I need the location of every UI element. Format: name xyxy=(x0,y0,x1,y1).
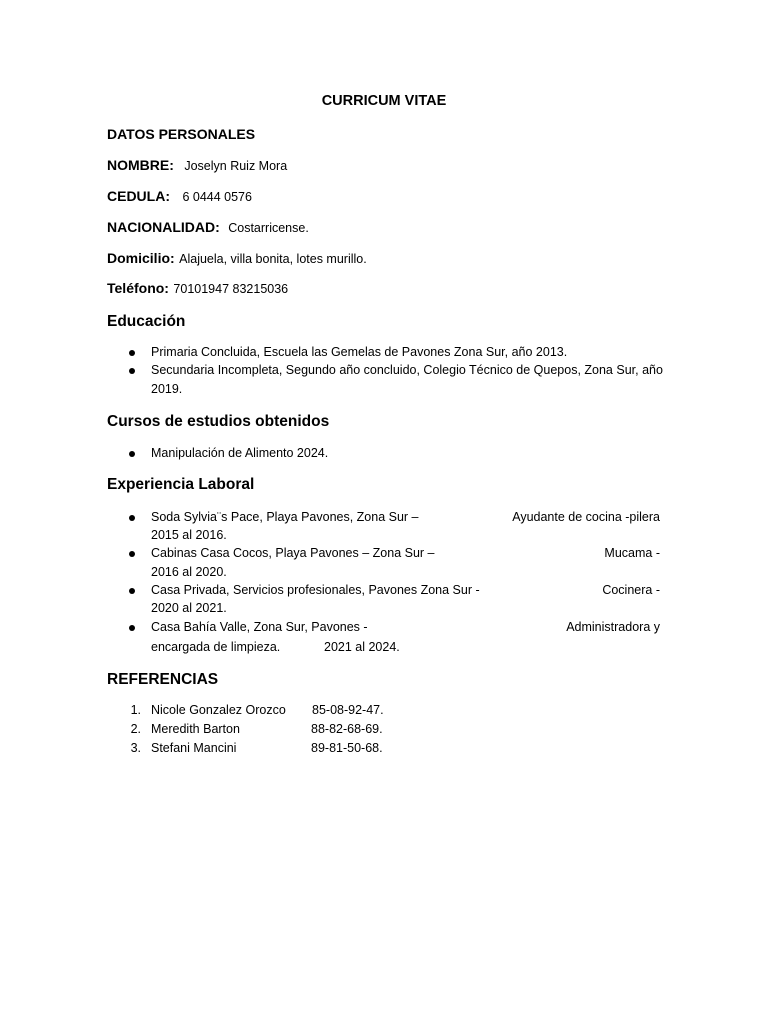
cedula-value: 6 0444 0576 xyxy=(182,190,252,204)
ref-number: 1. xyxy=(130,703,141,717)
section-heading-personal: DATOS PERSONALES xyxy=(107,126,256,142)
ref-name: Meredith Barton xyxy=(151,722,240,736)
nombre-value: Joselyn Ruiz Mora xyxy=(184,159,288,173)
nacionalidad-label: NACIONALIDAD: xyxy=(107,219,220,235)
domicilio-label: Domicilio: xyxy=(107,250,175,266)
bullet-icon xyxy=(129,588,135,594)
field-nombre xyxy=(107,157,287,175)
ref-number: 2. xyxy=(130,722,141,736)
job-role: Mucama - xyxy=(604,546,660,560)
ref-phone: 85-08-92-47. xyxy=(312,703,384,717)
field-telefono xyxy=(107,280,288,298)
section-heading-experiencia: Experiencia Laboral xyxy=(107,476,255,493)
page-title: CURRICUM VITAE xyxy=(321,93,447,109)
nombre-label: NOMBRE: xyxy=(107,157,174,173)
job-role: Ayudante de cocina -pilera xyxy=(512,510,660,524)
bullet-icon xyxy=(129,515,135,521)
job-place: Casa Bahía Valle, Zona Sur, Pavones - xyxy=(151,620,368,634)
ref-phone: 89-81-50-68. xyxy=(311,741,383,755)
ref-name: Stefani Mancini xyxy=(151,741,237,755)
job-role-continuation: encargada de limpieza. xyxy=(151,640,281,654)
section-heading-referencias: REFERENCIAS xyxy=(107,671,219,688)
section-heading-cursos: Cursos de estudios obtenidos xyxy=(107,413,330,430)
domicilio-value: Alajuela, villa bonita, lotes murillo. xyxy=(179,252,367,266)
job-place: Soda Sylvia¨s Pace, Playa Pavones, Zona Sur – xyxy=(151,510,419,524)
bullet-icon xyxy=(129,368,135,374)
ref-name: Nicole Gonzalez Orozco xyxy=(151,703,286,717)
bullet-icon xyxy=(129,350,135,356)
telefono-value: 70101947 83215036 xyxy=(173,282,289,296)
job-row xyxy=(151,620,660,634)
nacionalidad-value: Costarricense. xyxy=(228,221,309,235)
job-role: Cocinera - xyxy=(602,583,660,597)
ref-number: 3. xyxy=(130,741,141,755)
list-item: Secundaria Incompleta, Segundo año concluido, Colegio Técnico de Quepos, Zona Sur, año xyxy=(151,363,663,377)
job-place: Cabinas Casa Cocos, Playa Pavones – Zona Sur – xyxy=(151,546,435,560)
job-row xyxy=(151,546,660,560)
cedula-label: CEDULA: xyxy=(107,188,170,204)
job-dates: 2016 al 2020. xyxy=(151,565,227,579)
telefono-label: Teléfono: xyxy=(107,280,169,296)
field-cedula xyxy=(107,188,252,206)
job-place: Casa Privada, Servicios profesionales, Pavones Zona Sur - xyxy=(151,583,480,597)
job-dates: 2020 al 2021. xyxy=(151,601,227,615)
job-row xyxy=(151,510,660,524)
list-item: Primaria Concluida, Escuela las Gemelas de Pavones Zona Sur, año 2013. xyxy=(151,345,568,359)
bullet-icon xyxy=(129,625,135,631)
bullet-icon xyxy=(129,551,135,557)
job-dates: 2021 al 2024. xyxy=(324,640,400,654)
job-role: Administradora y xyxy=(566,620,660,634)
job-dates: 2015 al 2016. xyxy=(151,528,227,542)
field-nacionalidad xyxy=(107,219,309,237)
bullet-icon xyxy=(129,451,135,457)
ref-phone: 88-82-68-69. xyxy=(311,722,383,736)
section-heading-educacion: Educación xyxy=(107,313,186,330)
list-item-continuation: 2019. xyxy=(151,382,183,396)
field-domicilio xyxy=(107,250,367,268)
list-item: Manipulación de Alimento 2024. xyxy=(151,446,329,460)
job-row xyxy=(151,583,660,597)
